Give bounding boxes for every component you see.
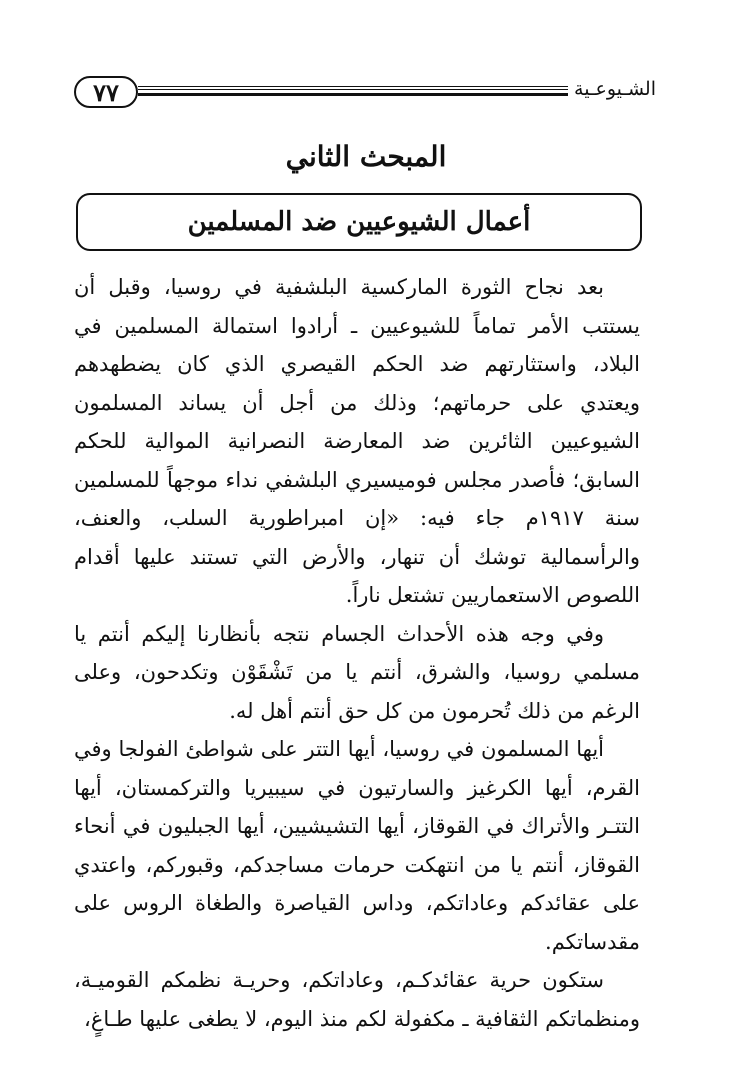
section-title-box xyxy=(76,193,642,251)
header-rule xyxy=(138,86,630,96)
paragraph-1: بعد نجاح الثورة الماركسية البلشفية في روسيا، وقبل أن يستتب الأمر تماماً للشيوعيين ـ أرادوا استمالة المسلمين في البلاد، واستثارتهم ضد الحكم القيصري الذي كان يضطهدهم ويعتدي على حرماتهم؛ وذلك من أجل أن يساند المسلمون الشيوعيين الثائرين ضد المعارضة النصرانية الموالية للحكم السابق؛ فأصدر مجلس فوميسيري البلشفي نداء موجهاً للمسلمين سنة ١٩١٧م جاء فيه: «إن امبراطورية السلب، والعنف، والرأسمالية توشك أن تنهار، والأرض التي تستند عليها أقدام اللصوص الاستعماريين تشتعل ناراً. xyxy=(74,275,640,607)
page-header xyxy=(74,72,656,116)
body-text xyxy=(74,268,640,1038)
paragraph-4: ستكون حرية عقائدكـم، وعاداتكم، وحريـة نظمكم القوميـة، ومنظماتكم الثقافية ـ مكفولة لكم منذ اليوم، لا يطغى عليها طـاغٍ، xyxy=(74,968,640,1031)
page-number: ٧٧ xyxy=(74,76,138,108)
paragraph-3: أيها المسلمون في روسيا، أيها التتر على شواطئ الفولجا وفي القرم، أيها الكرغيز والسارتيون في سيبيريا والتركمستان، أيها التتـر والأتراك في القوقاز، أيها التشيشيين، أيها الجبليون في أنحاء القوقاز، أنتم يا من انتهكت حرمات مساجدكم، وقبوركم، واعتدي على عقائدكم وعاداتكم، وداس القياصرة والطغاة الروس على مقدساتكم. xyxy=(74,737,640,954)
section-title: أعمال الشيوعيين ضد المسلمين xyxy=(187,207,531,237)
paragraph-2: وفي وجه هذه الأحداث الجسام نتجه بأنظارنا إليكم أنتم يا مسلمي روسيا، والشرق، أنتم يا من تَشْقَوْن وتكدحون، وعلى الرغم من ذلك تُحرمون من كل حق أنتم أهل له. xyxy=(74,621,640,723)
section-heading: المبحث الثاني xyxy=(285,140,447,173)
running-title: الشـيوعـية xyxy=(568,78,656,100)
